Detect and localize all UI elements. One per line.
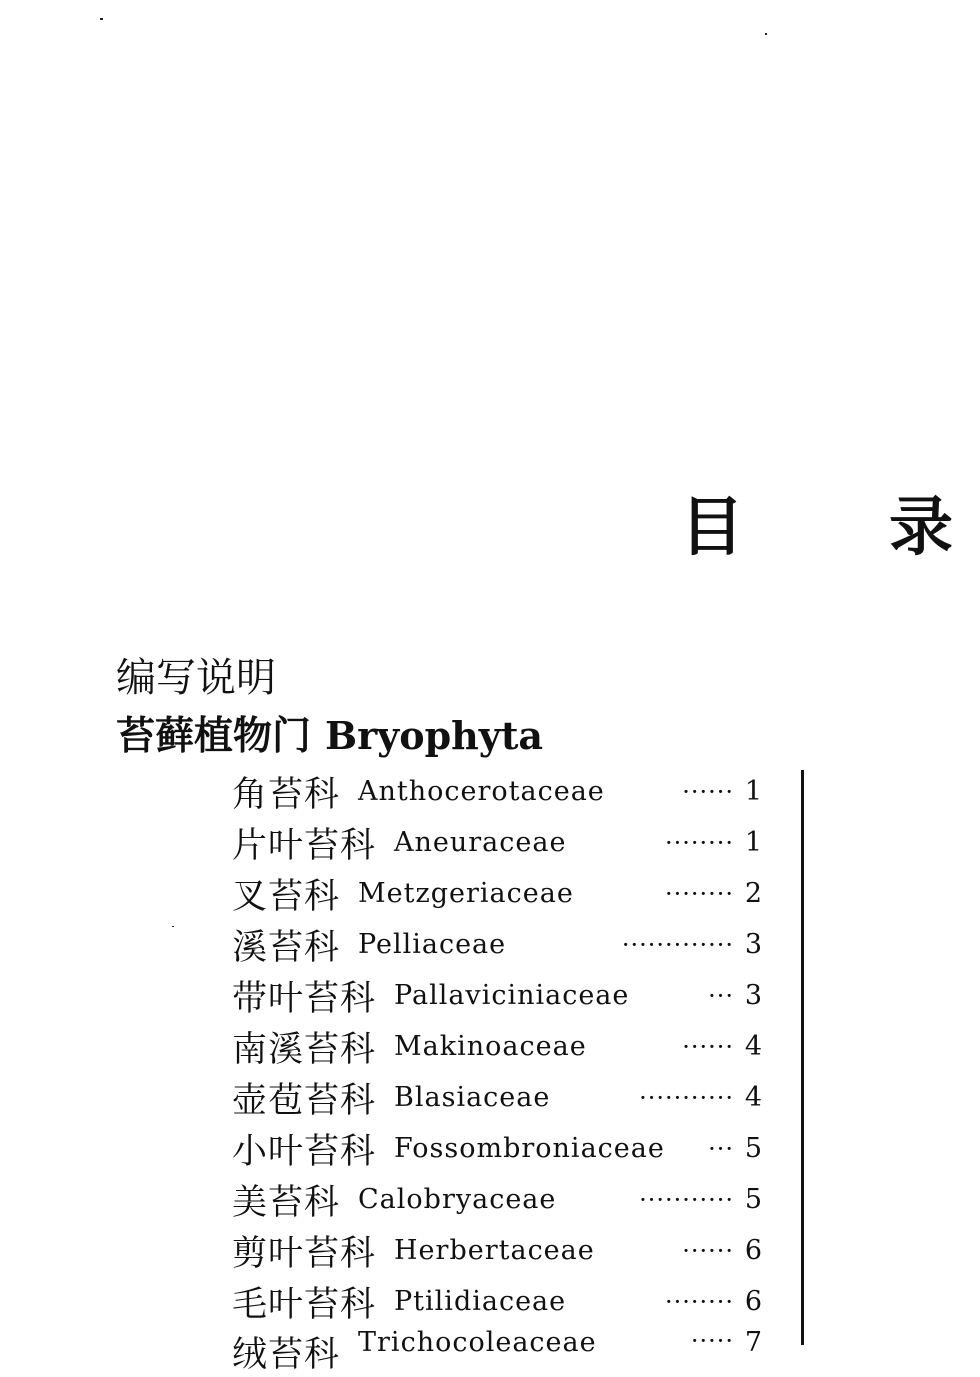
page-title-char-1: 目 [680, 491, 744, 565]
toc-page-number: 2 [744, 878, 762, 909]
toc-page-number: 6 [744, 1286, 762, 1317]
toc-leader-dots: ········ [664, 828, 734, 857]
toc-leader-dots: ······ [682, 1032, 734, 1061]
toc-entry-chinese: 美苔科 [232, 1182, 341, 1223]
toc-entry-chinese: 带叶苔科 [232, 978, 377, 1019]
toc-entry [232, 766, 762, 817]
toc-entry [232, 1123, 762, 1174]
toc-page-number: 4 [744, 1082, 762, 1113]
toc-entry [232, 868, 762, 919]
toc-entry-chinese: 片叶苔科 [232, 825, 377, 866]
division-latin: Bryophyta [325, 713, 544, 758]
toc-entry [232, 919, 762, 970]
toc-leader-dots: ······ [682, 777, 734, 806]
toc-entry [232, 817, 762, 868]
toc-leader-dots: ··········· [639, 1185, 734, 1214]
toc-page-number: 4 [744, 1031, 762, 1062]
toc-leader-dots: ········ [664, 879, 734, 908]
scan-speck [765, 33, 767, 35]
toc-entry-chinese: 剪叶苔科 [232, 1233, 377, 1274]
toc-entry-latin: Anthocerotaceae [358, 776, 605, 807]
toc-entry-latin: Pelliaceae [358, 929, 507, 960]
scan-speck [100, 18, 103, 20]
toc-leader-dots: ··· [708, 981, 734, 1010]
toc-entry-chinese: 壶苞苔科 [232, 1080, 377, 1121]
toc-entry-chinese: 绒苔科 [232, 1335, 341, 1375]
toc-entry [232, 1021, 762, 1072]
toc-entry-latin: Pallaviciniaceae [394, 980, 630, 1011]
toc-entry [232, 970, 762, 1021]
toc-leader-dots: ········ [664, 1287, 734, 1316]
toc-entry-latin: Calobryaceae [358, 1184, 557, 1215]
toc-entry [232, 1072, 762, 1123]
toc-leader-dots: ··········· [639, 1083, 734, 1112]
toc-page-number: 7 [744, 1327, 762, 1358]
toc-entry-latin: Makinoaceae [394, 1031, 587, 1062]
toc-page-number: 1 [744, 827, 762, 858]
toc-entry [232, 1225, 762, 1276]
toc-entry [232, 1174, 762, 1225]
toc-page-number: 5 [744, 1184, 762, 1215]
toc-entry [232, 1276, 762, 1327]
toc-entry-latin: Ptilidiaceae [394, 1286, 567, 1317]
toc-entry-latin: Blasiaceae [394, 1082, 551, 1113]
toc-entry-latin: Herbertaceae [394, 1235, 595, 1266]
toc-leader-dots: ··· [708, 1134, 734, 1163]
toc-entry-latin: Aneuraceae [394, 827, 567, 858]
toc-page-number: 1 [744, 776, 762, 807]
toc-leader-dots: ······ [682, 1236, 734, 1265]
scan-speck [172, 926, 174, 927]
division-chinese: 苔藓植物门 [116, 714, 312, 759]
intro-heading: 编写说明 [116, 655, 276, 701]
toc-page-number: 6 [744, 1235, 762, 1266]
toc-entry-chinese: 溪苔科 [232, 927, 341, 968]
toc-entry-latin: Trichocoleaceae [358, 1327, 597, 1358]
toc-page-number: 3 [744, 980, 762, 1011]
page-title-char-2: 录 [889, 491, 953, 565]
toc-entry-latin: Fossombroniaceae [394, 1133, 665, 1164]
toc-entry-chinese: 叉苔科 [232, 876, 341, 917]
toc-leader-dots: ····· [690, 1327, 734, 1355]
page-title [680, 488, 980, 568]
division-heading [116, 710, 543, 763]
toc-entry-chinese: 角苔科 [232, 774, 341, 815]
toc-list [232, 766, 762, 1375]
toc-page-number: 5 [744, 1133, 762, 1164]
margin-rule [801, 770, 804, 1345]
toc-leader-dots: ············· [621, 930, 734, 959]
toc-entry-chinese: 南溪苔科 [232, 1029, 377, 1070]
toc-entry-chinese: 毛叶苔科 [232, 1284, 377, 1325]
toc-entry-chinese: 小叶苔科 [232, 1131, 377, 1172]
toc-entry-partial [232, 1327, 762, 1375]
toc-entry-latin: Metzgeriaceae [358, 878, 574, 909]
toc-page-number: 3 [744, 929, 762, 960]
